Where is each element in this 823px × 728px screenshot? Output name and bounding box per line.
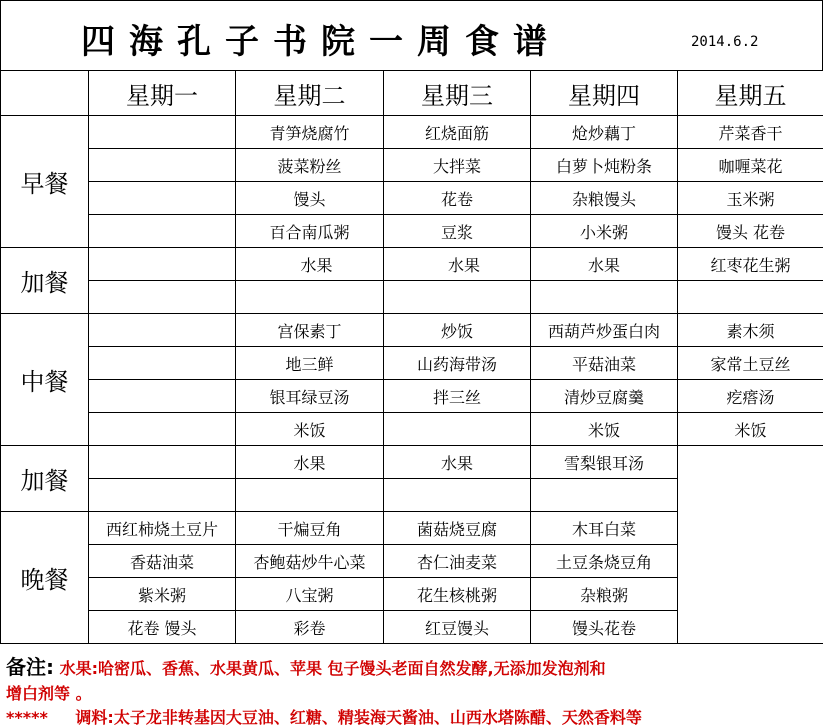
meal-label-snack-morning: 加餐 — [1, 248, 89, 314]
table-row — [1, 347, 823, 380]
table-row — [1, 413, 823, 446]
menu-cell: 红烧面筋 — [384, 116, 531, 149]
note-stars: ***** — [6, 708, 48, 727]
menu-cell: 花卷 馒头 — [89, 611, 236, 644]
menu-cell: 彩卷 — [236, 611, 384, 644]
meal-label-lunch: 中餐 — [1, 314, 89, 446]
day-header-tue: 星期二 — [236, 71, 384, 116]
menu-cell: 地三鲜 — [236, 347, 384, 380]
menu-cell — [89, 182, 236, 215]
menu-cell: 大拌菜 — [384, 149, 531, 182]
menu-cell: 清炒豆腐羹 — [531, 380, 678, 413]
menu-cell — [236, 479, 384, 512]
menu-cell: 米饭 — [678, 413, 823, 446]
menu-cell — [384, 281, 531, 314]
menu-cell: 馒头花卷 — [531, 611, 678, 644]
table-row — [1, 446, 823, 479]
menu-cell: 花卷 — [384, 182, 531, 215]
menu-cell: 杂粮粥 — [531, 578, 678, 611]
menu-cell: 小米粥 — [531, 215, 678, 248]
menu-cell — [89, 347, 236, 380]
menu-cell: 米饭 — [531, 413, 678, 446]
corner-cell — [1, 71, 89, 116]
meal-label-dinner: 晚餐 — [1, 512, 89, 644]
menu-cell: 木耳白菜 — [531, 512, 678, 545]
meal-label-breakfast: 早餐 — [1, 116, 89, 248]
day-header-row — [1, 71, 823, 116]
table-row — [1, 215, 823, 248]
table-row — [1, 248, 823, 281]
menu-cell: 白萝卜炖粉条 — [531, 149, 678, 182]
day-header-fri: 星期五 — [678, 71, 823, 116]
menu-cell: 杂粮馒头 — [531, 182, 678, 215]
menu-cell — [89, 380, 236, 413]
menu-cell — [89, 479, 236, 512]
menu-cell — [89, 314, 236, 347]
table-row — [1, 149, 823, 182]
menu-cell — [89, 248, 236, 281]
menu-cell: 雪梨银耳汤 — [531, 446, 678, 479]
table-row — [1, 314, 823, 347]
menu-cell — [236, 281, 384, 314]
menu-date: 2014.6.2 — [691, 34, 758, 50]
menu-cell: 家常土豆丝 — [678, 347, 823, 380]
menu-cell — [384, 413, 531, 446]
menu-cell: 疙瘩汤 — [678, 380, 823, 413]
notes-section — [0, 641, 823, 725]
menu-cell: 咖喱菜花 — [678, 149, 823, 182]
menu-cell: 杏鲍菇炒牛心菜 — [236, 545, 384, 578]
menu-cell: 西葫芦炒蛋白肉 — [531, 314, 678, 347]
menu-cell: 芹菜香干 — [678, 116, 823, 149]
day-header-thu: 星期四 — [531, 71, 678, 116]
menu-cell — [89, 215, 236, 248]
menu-cell: 拌三丝 — [384, 380, 531, 413]
note-line-2: 增白剂等 。 — [6, 681, 92, 704]
menu-cell: 百合南瓜粥 — [236, 215, 384, 248]
note-seasoning-text: 调料:太子龙非转基因大豆油、红糖、精装海天酱油、山西水塔陈醋、天然香料等 — [75, 708, 641, 727]
menu-cell: 米饭 — [236, 413, 384, 446]
menu-title-bar — [0, 0, 823, 71]
menu-cell: 山药海带汤 — [384, 347, 531, 380]
menu-cell: 平菇油菜 — [531, 347, 678, 380]
menu-cell: 馒头 花卷 — [678, 215, 823, 248]
menu-cell: 菌菇烧豆腐 — [384, 512, 531, 545]
menu-cell: 水果 — [236, 248, 384, 281]
note-fruit-text: 水果:哈密瓜、香蕉、水果黄瓜、苹果 包子馒头老面自然发酵,无添加发泡剂和 — [60, 659, 606, 678]
menu-cell: 水果 — [384, 446, 531, 479]
menu-cell: 干煸豆角 — [236, 512, 384, 545]
menu-cell: 杏仁油麦菜 — [384, 545, 531, 578]
menu-cell — [89, 446, 236, 479]
menu-cell: 炒饭 — [384, 314, 531, 347]
menu-cell: 红枣花生粥 — [678, 248, 823, 281]
weekly-menu-table — [0, 70, 823, 644]
menu-cell: 炝炒藕丁 — [531, 116, 678, 149]
table-row — [1, 380, 823, 413]
menu-cell — [531, 281, 678, 314]
menu-cell — [89, 149, 236, 182]
menu-cell: 银耳绿豆汤 — [236, 380, 384, 413]
menu-cell: 水果 — [531, 248, 678, 281]
day-header-wed: 星期三 — [384, 71, 531, 116]
day-header-mon: 星期一 — [89, 71, 236, 116]
note-line-1 — [6, 651, 606, 680]
menu-cell: 香菇油菜 — [89, 545, 236, 578]
table-row — [1, 116, 823, 149]
meal-label-snack-afternoon: 加餐 — [1, 446, 89, 512]
menu-cell: 菠菜粉丝 — [236, 149, 384, 182]
empty-friday-cell — [678, 446, 823, 644]
page-title: 四海孔子书院一周食谱 — [81, 14, 561, 63]
menu-cell: 红豆馒头 — [384, 611, 531, 644]
menu-cell: 紫米粥 — [89, 578, 236, 611]
menu-cell — [89, 281, 236, 314]
menu-cell — [89, 116, 236, 149]
table-row — [1, 281, 823, 314]
menu-cell: 西红柿烧土豆片 — [89, 512, 236, 545]
menu-cell: 青笋烧腐竹 — [236, 116, 384, 149]
table-row — [1, 182, 823, 215]
menu-cell: 水果 — [384, 248, 531, 281]
menu-cell — [384, 479, 531, 512]
menu-cell: 八宝粥 — [236, 578, 384, 611]
menu-cell: 豆浆 — [384, 215, 531, 248]
menu-cell: 玉米粥 — [678, 182, 823, 215]
menu-cell — [678, 281, 823, 314]
menu-cell: 馒头 — [236, 182, 384, 215]
menu-cell: 土豆条烧豆角 — [531, 545, 678, 578]
menu-cell: 宫保素丁 — [236, 314, 384, 347]
menu-cell — [89, 413, 236, 446]
menu-cell: 素木须 — [678, 314, 823, 347]
notes-label: 备注: — [6, 655, 54, 679]
menu-cell — [531, 479, 678, 512]
menu-cell: 水果 — [236, 446, 384, 479]
menu-cell: 花生核桃粥 — [384, 578, 531, 611]
